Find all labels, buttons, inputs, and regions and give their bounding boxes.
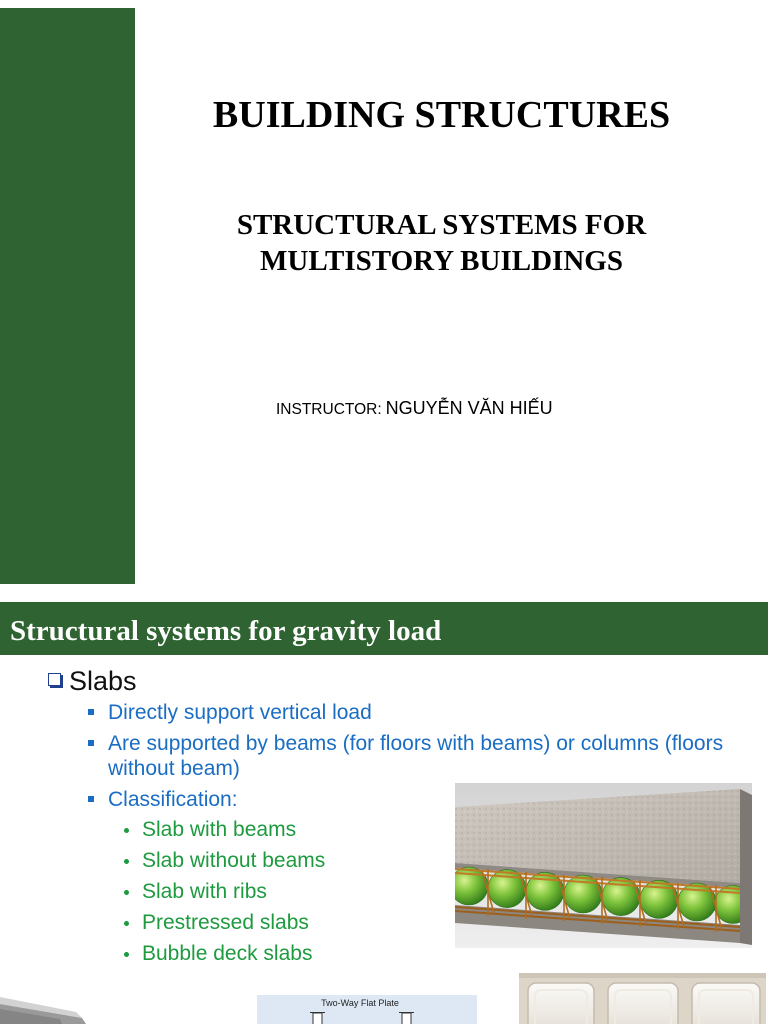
gravity-load-slide — [0, 602, 768, 1024]
waffle-slab-image — [519, 973, 766, 1024]
list-item-text: Bubble deck slabs — [142, 941, 313, 965]
instructor-credit — [276, 396, 553, 422]
section-heading — [48, 666, 248, 696]
square-bullet-icon — [88, 796, 94, 802]
square-bullet-icon — [88, 740, 94, 746]
list-item-text: Slab with ribs — [142, 879, 267, 903]
list-item-text: Slab without beams — [142, 849, 326, 873]
list-item — [108, 731, 740, 781]
instructor-name: NGUYỄN VĂN HIẾU — [385, 398, 553, 418]
list-item-text: Slab with beams — [142, 818, 297, 842]
bubble-deck-slab-image — [455, 783, 752, 948]
square-bullet-icon — [88, 709, 94, 715]
list-item-text: Prestressed slabs — [142, 910, 309, 934]
round-bullet-icon — [124, 921, 129, 926]
list-item-text: Are supported by beams (for floors with beams) or columns (floors without beam) — [108, 731, 724, 780]
list-item-text: Classification: — [108, 787, 238, 811]
instructor-label: INSTRUCTOR: — [276, 401, 382, 418]
round-bullet-icon — [124, 952, 129, 957]
section-label: Slabs — [69, 666, 137, 696]
list-item — [108, 700, 740, 725]
round-bullet-icon — [124, 890, 129, 895]
list-item-text: Directly support vertical load — [108, 701, 372, 724]
subtitle-line: MULTISTORY BUILDINGS — [260, 245, 623, 277]
slide-header-title: Structural systems for gravity load — [10, 615, 442, 647]
round-bullet-icon — [124, 859, 129, 864]
slide-subtitle — [135, 207, 748, 279]
figure-caption: Two-Way Flat Plate — [321, 998, 399, 1008]
flat-slab-image — [0, 995, 90, 1024]
two-way-flat-plate-diagram — [257, 995, 477, 1024]
slide-title: BUILDING STRUCTURES — [212, 94, 671, 136]
green-accent-bar — [0, 8, 135, 584]
checkbox-icon — [48, 673, 61, 686]
slide-header-band — [0, 602, 768, 655]
round-bullet-icon — [124, 828, 129, 833]
subtitle-line: STRUCTURAL SYSTEMS FOR — [236, 209, 647, 241]
